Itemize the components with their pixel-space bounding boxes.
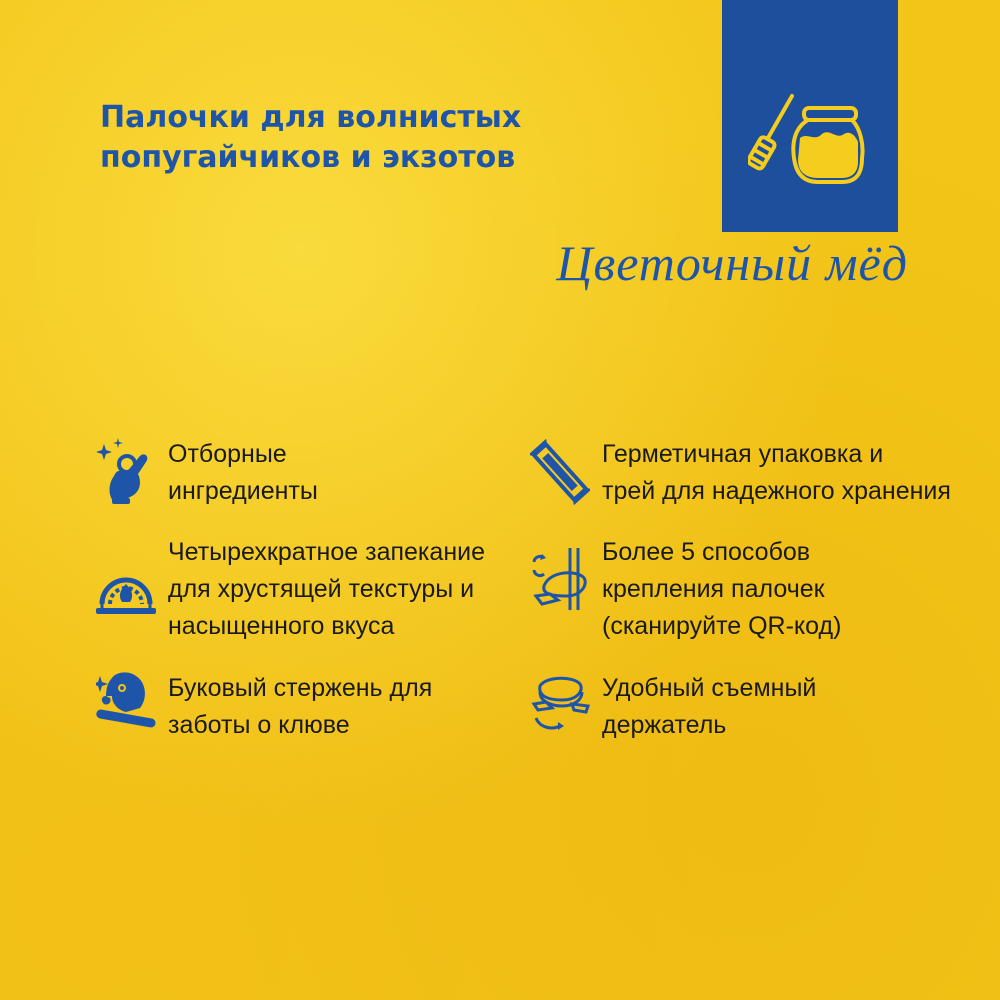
feature-text — [602, 534, 841, 645]
feature-text — [602, 436, 951, 510]
feature-line: насыщенного вкуса — [168, 612, 395, 640]
feature-holder — [530, 670, 970, 750]
feature-line: трей для надежного хранения — [602, 477, 951, 505]
feature-ingredients — [96, 436, 516, 516]
hand-selecting-icon — [96, 436, 154, 506]
feature-line: заботы о клюве — [168, 711, 350, 739]
page-title — [100, 98, 660, 178]
oven-icon — [96, 534, 156, 644]
feature-line: (сканируйте QR-код) — [602, 612, 842, 640]
title-line-1: Палочки для волнистых — [100, 100, 522, 135]
feature-line: для хрустящей текстуры и — [168, 575, 475, 603]
feature-beech-rod — [96, 670, 516, 750]
honey-jar-icon — [748, 88, 872, 188]
feature-text — [168, 436, 318, 510]
feature-text — [168, 670, 432, 744]
feature-text — [602, 670, 816, 744]
feature-line: Четырехкратное запекание — [168, 538, 485, 566]
feature-line: Буковый стержень для — [168, 674, 433, 702]
feature-baking — [96, 534, 516, 654]
feature-line: Герметичная упаковка и — [602, 440, 884, 468]
feature-line: держатель — [602, 711, 727, 739]
removable-holder-icon — [530, 670, 592, 736]
parrot-on-perch-icon — [96, 670, 158, 736]
flavor-name: Цветочный мёд — [556, 235, 908, 291]
clip-mount-icon — [530, 534, 592, 614]
title-line-2: попугайчиков и экзотов — [100, 140, 516, 175]
feature-line: крепления палочек — [602, 575, 825, 603]
feature-text — [168, 534, 485, 645]
feature-line: ингредиенты — [168, 477, 318, 505]
flavor-badge — [722, 0, 898, 232]
feature-packaging — [530, 436, 970, 516]
feature-line: Более 5 способов — [602, 538, 811, 566]
feature-line: Отборные — [168, 440, 287, 468]
feature-mounting — [530, 534, 970, 654]
feature-line: Удобный съемный — [602, 674, 817, 702]
sealed-package-icon — [530, 436, 590, 508]
